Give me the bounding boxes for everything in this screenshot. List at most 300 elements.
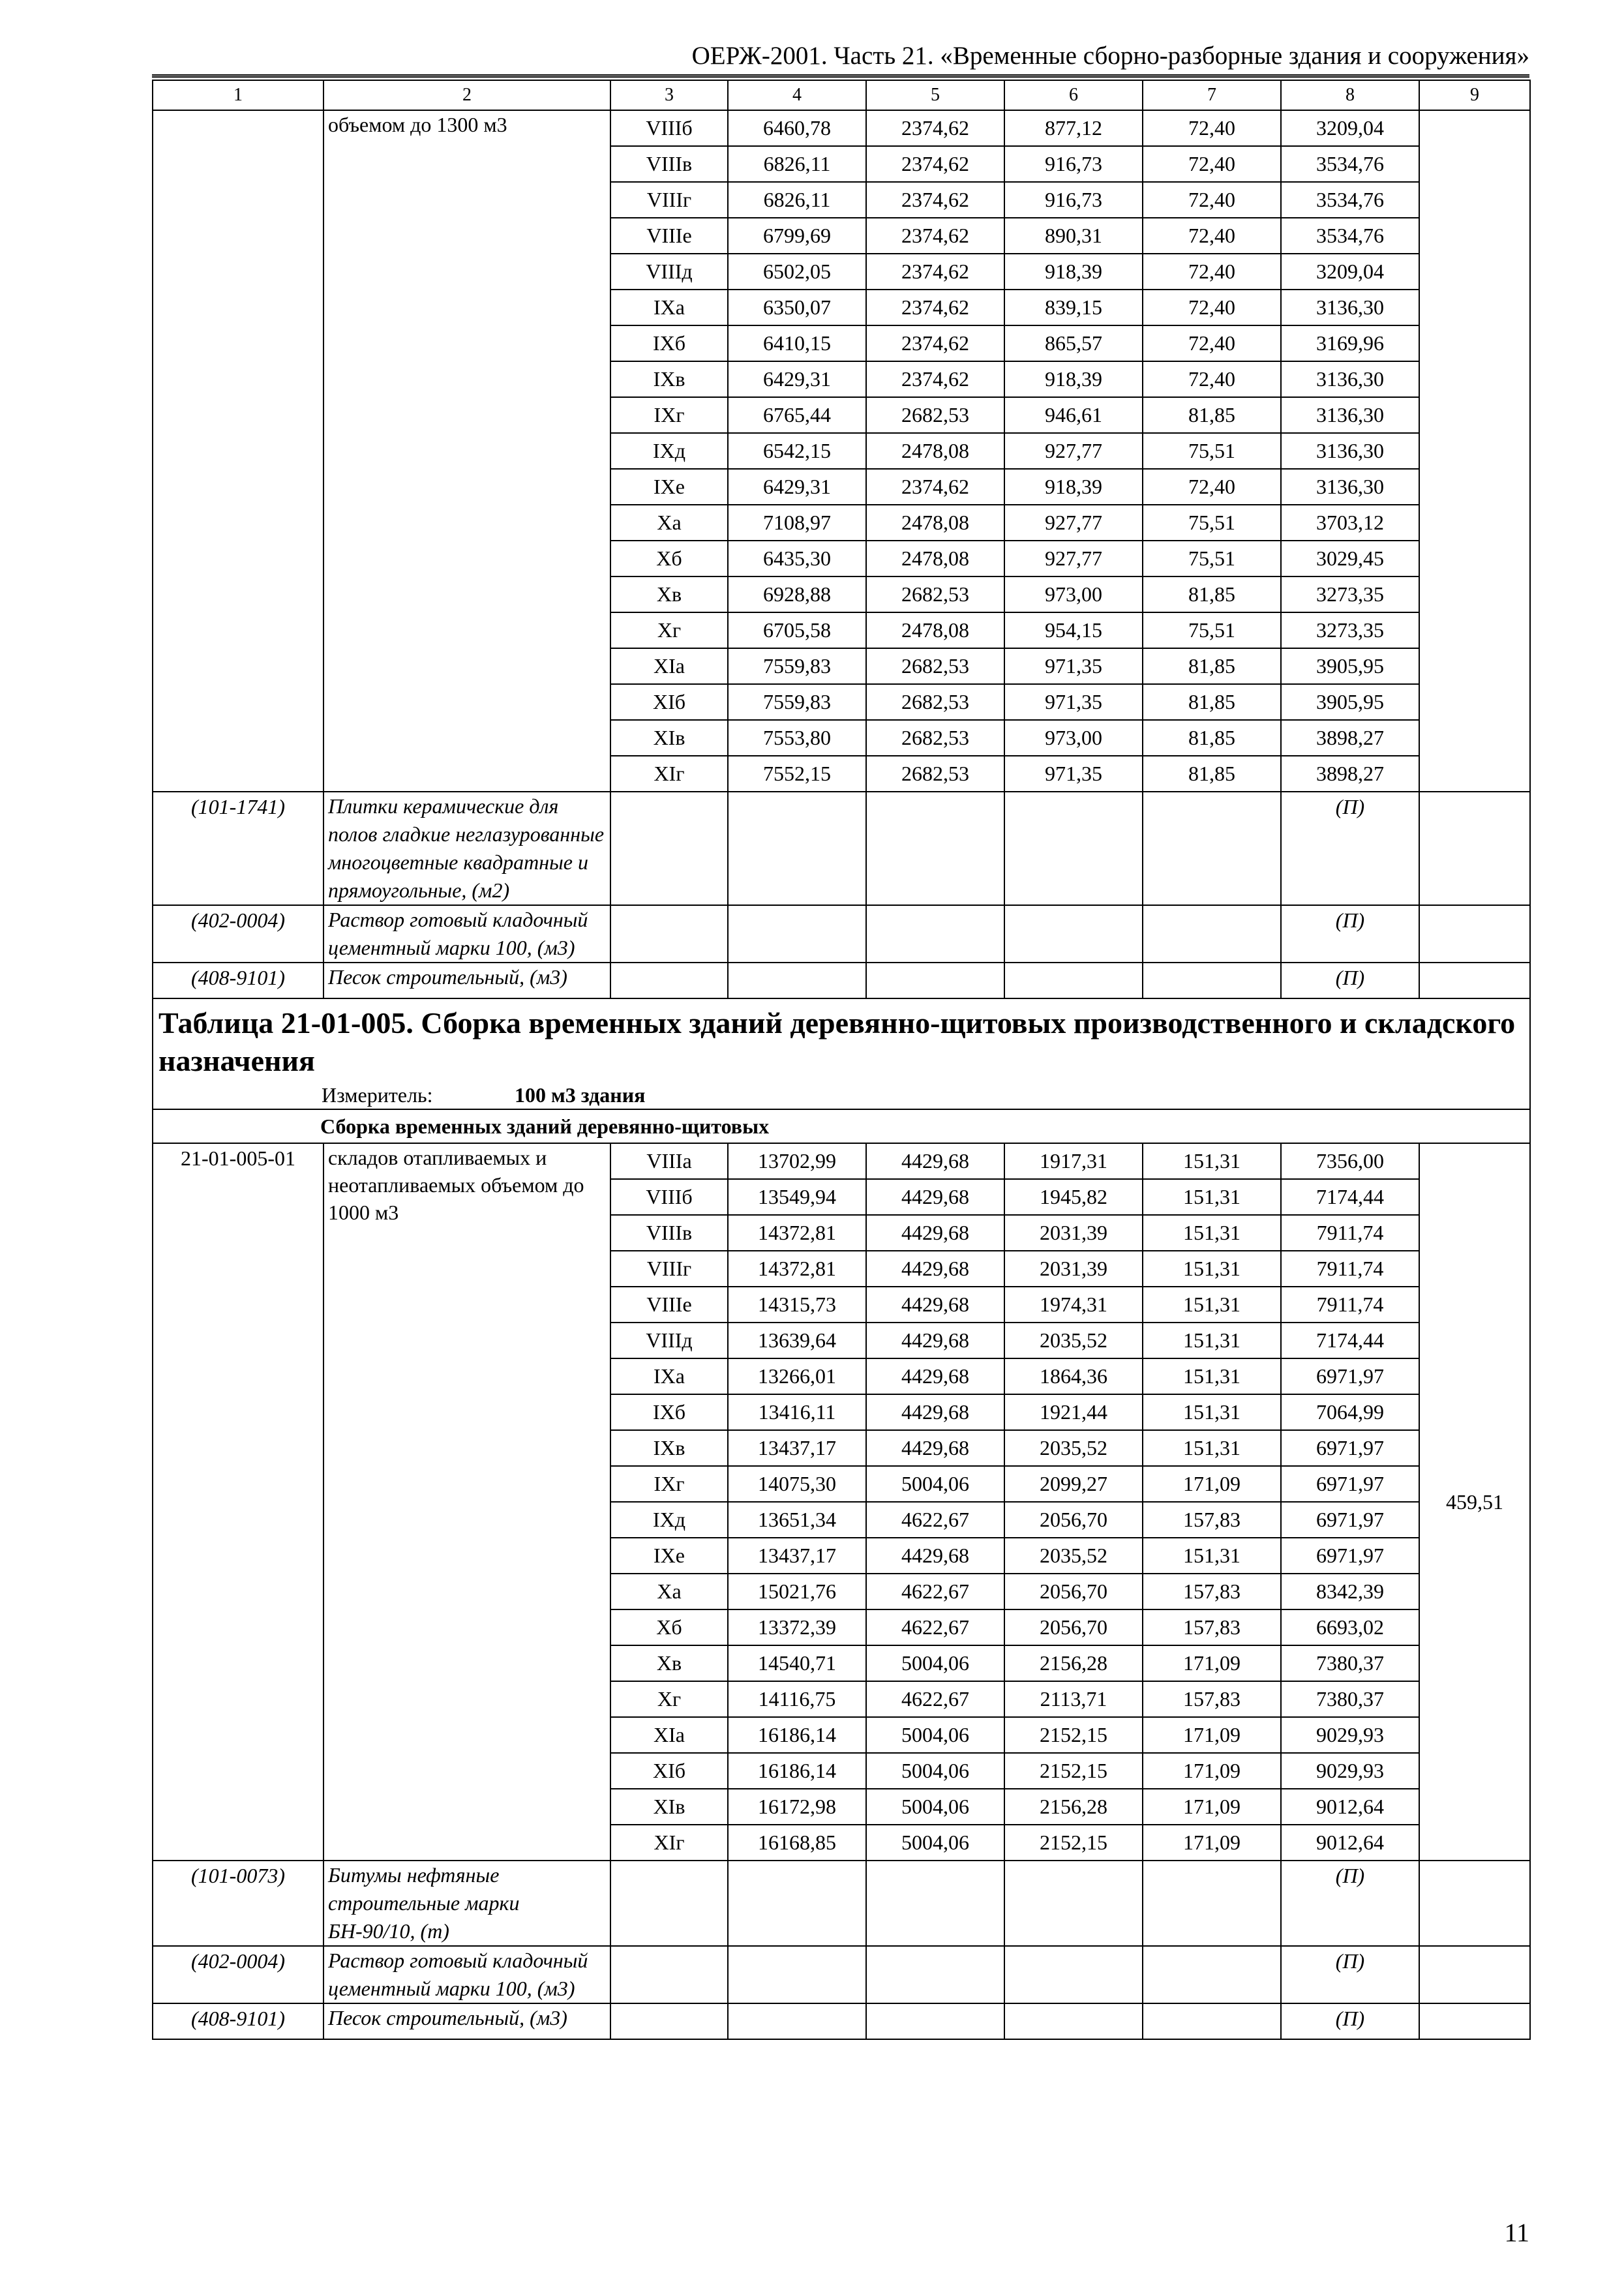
value-cell: 6350,07 xyxy=(728,290,866,325)
value-cell: 151,31 xyxy=(1143,1143,1281,1179)
value-cell: 1921,44 xyxy=(1004,1394,1143,1430)
value-cell: 2478,08 xyxy=(866,433,1004,469)
value-cell: 2056,70 xyxy=(1004,1609,1143,1645)
zone-cell: Xа xyxy=(610,1574,728,1609)
zone-cell: IXд xyxy=(610,433,728,469)
empty-cell xyxy=(728,963,866,998)
value-cell: 927,77 xyxy=(1004,541,1143,576)
value-cell: 3209,04 xyxy=(1281,110,1419,146)
value-cell: 6971,97 xyxy=(1281,1466,1419,1502)
table-row xyxy=(153,110,1530,146)
column-number-row xyxy=(153,80,1530,110)
section-heading: Сборка временных зданий деревянно-щитовых xyxy=(320,1114,770,1138)
value-cell: 157,83 xyxy=(1143,1609,1281,1645)
value-cell: 6765,44 xyxy=(728,397,866,433)
value-cell: 6971,97 xyxy=(1281,1358,1419,1394)
value-cell: 7108,97 xyxy=(728,505,866,541)
section-heading-cell xyxy=(153,1109,1530,1143)
value-cell: 3905,95 xyxy=(1281,684,1419,720)
value-cell: 2682,53 xyxy=(866,576,1004,612)
value-cell: 2682,53 xyxy=(866,684,1004,720)
value-cell: 2031,39 xyxy=(1004,1251,1143,1287)
empty-cell xyxy=(610,1861,728,1946)
zone-cell: VIIIб xyxy=(610,1179,728,1215)
table-title-cell xyxy=(153,998,1530,1109)
value-cell: 16186,14 xyxy=(728,1753,866,1789)
value-cell: 971,35 xyxy=(1004,648,1143,684)
value-cell: 971,35 xyxy=(1004,756,1143,792)
zone-cell: IXа xyxy=(610,1358,728,1394)
value-cell: 2374,62 xyxy=(866,218,1004,254)
meter-label: Измеритель: xyxy=(322,1083,433,1107)
value-cell: 81,85 xyxy=(1143,684,1281,720)
value-cell: 6435,30 xyxy=(728,541,866,576)
value-cell: 877,12 xyxy=(1004,110,1143,146)
zone-cell: XIб xyxy=(610,684,728,720)
empty-cell xyxy=(728,2003,866,2039)
resource-row xyxy=(153,963,1530,998)
value-cell: 6826,11 xyxy=(728,182,866,218)
value-cell: 2031,39 xyxy=(1004,1215,1143,1251)
value-cell: 7174,44 xyxy=(1281,1179,1419,1215)
empty-cell xyxy=(610,963,728,998)
value-cell: 2374,62 xyxy=(866,469,1004,505)
value-cell: 2056,70 xyxy=(1004,1574,1143,1609)
value-cell: 4429,68 xyxy=(866,1394,1004,1430)
value-cell: 2035,52 xyxy=(1004,1323,1143,1358)
value-cell: 3136,30 xyxy=(1281,469,1419,505)
resource-name: Раствор готовый кладочный цементный марки 100, (м3) xyxy=(323,1946,610,2003)
value-cell: 890,31 xyxy=(1004,218,1143,254)
rate-code xyxy=(153,110,323,792)
value-cell: 6429,31 xyxy=(728,469,866,505)
resource-code: (101-0073) xyxy=(153,1861,323,1946)
empty-cell xyxy=(610,1946,728,2003)
resource-name: Плитки керамические для полов гладкие неглазурованные многоцветные квадратные и прямоугольные, (м2) xyxy=(323,792,610,905)
value-cell: 4429,68 xyxy=(866,1287,1004,1323)
empty-cell xyxy=(728,905,866,963)
value-cell: 2374,62 xyxy=(866,361,1004,397)
empty-cell xyxy=(866,792,1004,905)
zone-cell: IXг xyxy=(610,1466,728,1502)
value-cell: 9029,93 xyxy=(1281,1717,1419,1753)
value-cell: 4429,68 xyxy=(866,1251,1004,1287)
value-cell: 5004,06 xyxy=(866,1717,1004,1753)
empty-cell xyxy=(1004,1861,1143,1946)
value-cell: 3898,27 xyxy=(1281,720,1419,756)
value-cell: 72,40 xyxy=(1143,361,1281,397)
empty-cell xyxy=(1419,963,1530,998)
page-header: ОЕРЖ-2001. Часть 21. «Временные сборно-разборные здания и сооружения» xyxy=(691,42,1529,70)
value-cell: 2374,62 xyxy=(866,254,1004,290)
resource-row xyxy=(153,2003,1530,2039)
table-title-row xyxy=(153,998,1530,1109)
value-cell: 72,40 xyxy=(1143,146,1281,182)
empty-cell xyxy=(1004,792,1143,905)
value-cell: 72,40 xyxy=(1143,110,1281,146)
zone-cell: IXв xyxy=(610,1430,728,1466)
value-cell: 7174,44 xyxy=(1281,1323,1419,1358)
value-cell: 72,40 xyxy=(1143,218,1281,254)
zone-cell: VIIIд xyxy=(610,254,728,290)
value-cell: 4429,68 xyxy=(866,1143,1004,1179)
value-cell: 3136,30 xyxy=(1281,433,1419,469)
empty-cell xyxy=(1419,905,1530,963)
column-number: 4 xyxy=(728,80,866,110)
value-cell: 14116,75 xyxy=(728,1681,866,1717)
value-cell: 2374,62 xyxy=(866,146,1004,182)
value-cell: 2478,08 xyxy=(866,612,1004,648)
value-cell: 72,40 xyxy=(1143,325,1281,361)
value-cell: 3273,35 xyxy=(1281,576,1419,612)
value-cell: 7911,74 xyxy=(1281,1215,1419,1251)
value-cell: 151,31 xyxy=(1143,1358,1281,1394)
resource-name: Песок строительный, (м3) xyxy=(323,2003,610,2039)
resource-mark: (П) xyxy=(1281,1861,1419,1946)
empty-cell xyxy=(1419,1946,1530,2003)
column-number: 2 xyxy=(323,80,610,110)
table-title: Таблица 21-01-005. Сборка временных зданий деревянно-щитовых производственного и складского назначения xyxy=(158,1006,1516,1077)
value-cell: 14372,81 xyxy=(728,1251,866,1287)
value-cell: 16186,14 xyxy=(728,1717,866,1753)
value-cell: 916,73 xyxy=(1004,146,1143,182)
col9-cell: 459,51 xyxy=(1419,1143,1530,1861)
empty-cell xyxy=(610,905,728,963)
value-cell: 75,51 xyxy=(1143,541,1281,576)
value-cell: 72,40 xyxy=(1143,254,1281,290)
value-cell: 151,31 xyxy=(1143,1251,1281,1287)
zone-cell: XIа xyxy=(610,648,728,684)
value-cell: 171,09 xyxy=(1143,1825,1281,1861)
zone-cell: IXб xyxy=(610,325,728,361)
value-cell: 14540,71 xyxy=(728,1645,866,1681)
value-cell: 4622,67 xyxy=(866,1609,1004,1645)
value-cell: 151,31 xyxy=(1143,1323,1281,1358)
value-cell: 973,00 xyxy=(1004,720,1143,756)
value-cell: 4622,67 xyxy=(866,1681,1004,1717)
empty-cell xyxy=(866,2003,1004,2039)
value-cell: 4429,68 xyxy=(866,1323,1004,1358)
column-number: 8 xyxy=(1281,80,1419,110)
value-cell: 81,85 xyxy=(1143,648,1281,684)
value-cell: 2374,62 xyxy=(866,290,1004,325)
zone-cell: VIIIб xyxy=(610,110,728,146)
resource-mark: (П) xyxy=(1281,792,1419,905)
value-cell: 7559,83 xyxy=(728,684,866,720)
value-cell: 1864,36 xyxy=(1004,1358,1143,1394)
resource-code: (408-9101) xyxy=(153,2003,323,2039)
zone-cell: XIа xyxy=(610,1717,728,1753)
resource-code: (402-0004) xyxy=(153,905,323,963)
rate-name: складов отапливаемых и неотапливаемых объемом до 1000 м3 xyxy=(323,1143,610,1861)
zone-cell: VIIIе xyxy=(610,218,728,254)
value-cell: 2113,71 xyxy=(1004,1681,1143,1717)
zone-cell: XIг xyxy=(610,756,728,792)
value-cell: 6705,58 xyxy=(728,612,866,648)
zone-cell: VIIIг xyxy=(610,1251,728,1287)
empty-cell xyxy=(728,1946,866,2003)
value-cell: 157,83 xyxy=(1143,1502,1281,1538)
value-cell: 3136,30 xyxy=(1281,290,1419,325)
value-cell: 151,31 xyxy=(1143,1394,1281,1430)
value-cell: 954,15 xyxy=(1004,612,1143,648)
value-cell: 171,09 xyxy=(1143,1789,1281,1825)
zone-cell: XIг xyxy=(610,1825,728,1861)
value-cell: 2374,62 xyxy=(866,325,1004,361)
value-cell: 13639,64 xyxy=(728,1323,866,1358)
value-cell: 6693,02 xyxy=(1281,1609,1419,1645)
value-cell: 8342,39 xyxy=(1281,1574,1419,1609)
zone-cell: VIIIе xyxy=(610,1287,728,1323)
meter-line xyxy=(158,1081,1524,1109)
empty-cell xyxy=(1004,963,1143,998)
value-cell: 9029,93 xyxy=(1281,1753,1419,1789)
empty-cell xyxy=(866,963,1004,998)
value-cell: 6928,88 xyxy=(728,576,866,612)
value-cell: 918,39 xyxy=(1004,254,1143,290)
value-cell: 2682,53 xyxy=(866,648,1004,684)
value-cell: 6460,78 xyxy=(728,110,866,146)
value-cell: 2152,15 xyxy=(1004,1753,1143,1789)
value-cell: 171,09 xyxy=(1143,1645,1281,1681)
value-cell: 2152,15 xyxy=(1004,1717,1143,1753)
value-cell: 7911,74 xyxy=(1281,1287,1419,1323)
value-cell: 927,77 xyxy=(1004,433,1143,469)
value-cell: 6502,05 xyxy=(728,254,866,290)
column-number: 7 xyxy=(1143,80,1281,110)
zone-cell: IXа xyxy=(610,290,728,325)
value-cell: 927,77 xyxy=(1004,505,1143,541)
value-cell: 2682,53 xyxy=(866,756,1004,792)
zone-cell: XIб xyxy=(610,1753,728,1789)
meter-value: 100 м3 здания xyxy=(515,1083,646,1107)
value-cell: 2156,28 xyxy=(1004,1645,1143,1681)
zone-cell: Xб xyxy=(610,1609,728,1645)
zone-cell: VIIIд xyxy=(610,1323,728,1358)
value-cell: 5004,06 xyxy=(866,1645,1004,1681)
value-cell: 72,40 xyxy=(1143,469,1281,505)
value-cell: 72,40 xyxy=(1143,182,1281,218)
value-cell: 13372,39 xyxy=(728,1609,866,1645)
value-cell: 75,51 xyxy=(1143,433,1281,469)
empty-cell xyxy=(1143,2003,1281,2039)
zone-cell: Xв xyxy=(610,1645,728,1681)
value-cell: 7911,74 xyxy=(1281,1251,1419,1287)
value-cell: 2478,08 xyxy=(866,505,1004,541)
value-cell: 2099,27 xyxy=(1004,1466,1143,1502)
empty-cell xyxy=(1419,2003,1530,2039)
value-cell: 2478,08 xyxy=(866,541,1004,576)
resource-code: (402-0004) xyxy=(153,1946,323,2003)
empty-cell xyxy=(866,905,1004,963)
value-cell: 3169,96 xyxy=(1281,325,1419,361)
zone-cell: IXг xyxy=(610,397,728,433)
value-cell: 946,61 xyxy=(1004,397,1143,433)
value-cell: 4429,68 xyxy=(866,1430,1004,1466)
value-cell: 4429,68 xyxy=(866,1538,1004,1574)
resource-name: Битумы нефтяные строительные марки БН-90/10, (т) xyxy=(323,1861,610,1946)
value-cell: 151,31 xyxy=(1143,1215,1281,1251)
value-cell: 2152,15 xyxy=(1004,1825,1143,1861)
empty-cell xyxy=(866,1861,1004,1946)
resource-mark: (П) xyxy=(1281,2003,1419,2039)
value-cell: 3029,45 xyxy=(1281,541,1419,576)
value-cell: 13549,94 xyxy=(728,1179,866,1215)
value-cell: 81,85 xyxy=(1143,397,1281,433)
rates-table xyxy=(152,80,1531,2040)
empty-cell xyxy=(1004,2003,1143,2039)
value-cell: 3898,27 xyxy=(1281,756,1419,792)
value-cell: 7552,15 xyxy=(728,756,866,792)
empty-cell xyxy=(1143,905,1281,963)
value-cell: 13651,34 xyxy=(728,1502,866,1538)
value-cell: 2682,53 xyxy=(866,397,1004,433)
value-cell: 14315,73 xyxy=(728,1287,866,1323)
value-cell: 4622,67 xyxy=(866,1502,1004,1538)
col9-cell xyxy=(1419,110,1530,792)
empty-cell xyxy=(610,2003,728,2039)
value-cell: 75,51 xyxy=(1143,505,1281,541)
value-cell: 4429,68 xyxy=(866,1179,1004,1215)
value-cell: 6971,97 xyxy=(1281,1538,1419,1574)
value-cell: 171,09 xyxy=(1143,1753,1281,1789)
empty-cell xyxy=(1419,792,1530,905)
value-cell: 151,31 xyxy=(1143,1287,1281,1323)
value-cell: 16172,98 xyxy=(728,1789,866,1825)
value-cell: 1974,31 xyxy=(1004,1287,1143,1323)
empty-cell xyxy=(610,792,728,905)
zone-cell: VIIIв xyxy=(610,146,728,182)
empty-cell xyxy=(1143,1946,1281,2003)
value-cell: 6971,97 xyxy=(1281,1502,1419,1538)
value-cell: 7380,37 xyxy=(1281,1645,1419,1681)
value-cell: 6799,69 xyxy=(728,218,866,254)
value-cell: 75,51 xyxy=(1143,612,1281,648)
value-cell: 5004,06 xyxy=(866,1825,1004,1861)
value-cell: 2374,62 xyxy=(866,110,1004,146)
value-cell: 3209,04 xyxy=(1281,254,1419,290)
column-number: 5 xyxy=(866,80,1004,110)
resource-code: (408-9101) xyxy=(153,963,323,998)
resource-mark: (П) xyxy=(1281,1946,1419,2003)
resource-row xyxy=(153,792,1530,905)
empty-cell xyxy=(1004,905,1143,963)
value-cell: 171,09 xyxy=(1143,1466,1281,1502)
value-cell: 3534,76 xyxy=(1281,146,1419,182)
value-cell: 3534,76 xyxy=(1281,182,1419,218)
value-cell: 13266,01 xyxy=(728,1358,866,1394)
empty-cell xyxy=(728,792,866,905)
resource-mark: (П) xyxy=(1281,905,1419,963)
value-cell: 171,09 xyxy=(1143,1717,1281,1753)
section-row xyxy=(153,1109,1530,1143)
empty-cell xyxy=(1143,792,1281,905)
zone-cell: XIв xyxy=(610,1789,728,1825)
zone-cell: IXв xyxy=(610,361,728,397)
zone-cell: Xв xyxy=(610,576,728,612)
value-cell: 5004,06 xyxy=(866,1789,1004,1825)
value-cell: 14075,30 xyxy=(728,1466,866,1502)
value-cell: 9012,64 xyxy=(1281,1789,1419,1825)
value-cell: 157,83 xyxy=(1143,1681,1281,1717)
resource-name: Раствор готовый кладочный цементный марки 100, (м3) xyxy=(323,905,610,963)
value-cell: 5004,06 xyxy=(866,1466,1004,1502)
value-cell: 5004,06 xyxy=(866,1753,1004,1789)
value-cell: 13437,17 xyxy=(728,1430,866,1466)
value-cell: 2056,70 xyxy=(1004,1502,1143,1538)
value-cell: 6410,15 xyxy=(728,325,866,361)
value-cell: 918,39 xyxy=(1004,469,1143,505)
value-cell: 7553,80 xyxy=(728,720,866,756)
value-cell: 916,73 xyxy=(1004,182,1143,218)
zone-cell: IXд xyxy=(610,1502,728,1538)
value-cell: 81,85 xyxy=(1143,720,1281,756)
header-rule xyxy=(152,74,1529,78)
value-cell: 4622,67 xyxy=(866,1574,1004,1609)
value-cell: 4429,68 xyxy=(866,1215,1004,1251)
value-cell: 9012,64 xyxy=(1281,1825,1419,1861)
resource-row xyxy=(153,905,1530,963)
value-cell: 865,57 xyxy=(1004,325,1143,361)
zone-cell: IXб xyxy=(610,1394,728,1430)
zone-cell: Xг xyxy=(610,1681,728,1717)
value-cell: 151,31 xyxy=(1143,1538,1281,1574)
value-cell: 2035,52 xyxy=(1004,1538,1143,1574)
empty-cell xyxy=(728,1861,866,1946)
value-cell: 7064,99 xyxy=(1281,1394,1419,1430)
value-cell: 2682,53 xyxy=(866,720,1004,756)
zone-cell: VIIIг xyxy=(610,182,728,218)
value-cell: 81,85 xyxy=(1143,756,1281,792)
value-cell: 1945,82 xyxy=(1004,1179,1143,1215)
rate-name: объемом до 1300 м3 xyxy=(323,110,610,792)
column-number: 1 xyxy=(153,80,323,110)
zone-cell: VIIIа xyxy=(610,1143,728,1179)
value-cell: 6542,15 xyxy=(728,433,866,469)
column-number: 9 xyxy=(1419,80,1530,110)
value-cell: 13416,11 xyxy=(728,1394,866,1430)
value-cell: 3905,95 xyxy=(1281,648,1419,684)
value-cell: 3703,12 xyxy=(1281,505,1419,541)
value-cell: 151,31 xyxy=(1143,1430,1281,1466)
value-cell: 3136,30 xyxy=(1281,361,1419,397)
value-cell: 2374,62 xyxy=(866,182,1004,218)
value-cell: 6429,31 xyxy=(728,361,866,397)
value-cell: 72,40 xyxy=(1143,290,1281,325)
value-cell: 6971,97 xyxy=(1281,1430,1419,1466)
page-number: 11 xyxy=(1504,2218,1529,2247)
value-cell: 16168,85 xyxy=(728,1825,866,1861)
empty-cell xyxy=(1143,963,1281,998)
zone-cell: Xа xyxy=(610,505,728,541)
empty-cell xyxy=(1143,1861,1281,1946)
zone-cell: IXе xyxy=(610,469,728,505)
value-cell: 839,15 xyxy=(1004,290,1143,325)
resource-row xyxy=(153,1861,1530,1946)
table-row xyxy=(153,1143,1530,1179)
value-cell: 13437,17 xyxy=(728,1538,866,1574)
value-cell: 7380,37 xyxy=(1281,1681,1419,1717)
value-cell: 973,00 xyxy=(1004,576,1143,612)
value-cell: 7559,83 xyxy=(728,648,866,684)
zone-cell: VIIIв xyxy=(610,1215,728,1251)
value-cell: 14372,81 xyxy=(728,1215,866,1251)
value-cell: 15021,76 xyxy=(728,1574,866,1609)
resource-code: (101-1741) xyxy=(153,792,323,905)
rate-code: 21-01-005-01 xyxy=(153,1143,323,1861)
resource-row xyxy=(153,1946,1530,2003)
value-cell: 7356,00 xyxy=(1281,1143,1419,1179)
